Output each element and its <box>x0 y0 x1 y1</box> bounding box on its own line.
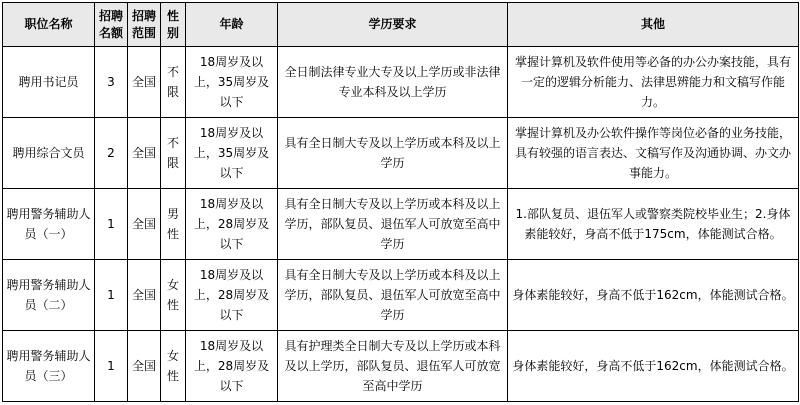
table-row <box>3 47 799 118</box>
table-row <box>3 260 799 331</box>
cell-age: 18周岁及以上，28周岁及以下 <box>186 331 278 402</box>
header-age: 年龄 <box>186 3 278 47</box>
cell-education: 具有全日制大专及以上学历或本科及以上学历，部队复员、退伍军人可放宽至高中学历 <box>278 260 508 331</box>
table-row <box>3 189 799 260</box>
cell-scope: 全国 <box>128 189 161 260</box>
cell-education: 具有全日制大专及以上学历或本科及以上学历 <box>278 118 508 189</box>
header-position: 职位名称 <box>3 3 95 47</box>
cell-gender: 不限 <box>161 118 186 189</box>
cell-scope: 全国 <box>128 260 161 331</box>
cell-gender: 男性 <box>161 189 186 260</box>
cell-age: 18周岁及以上，28周岁及以下 <box>186 260 278 331</box>
cell-gender: 女性 <box>161 260 186 331</box>
header-count: 招聘名额 <box>95 3 128 47</box>
header-scope: 招聘范围 <box>128 3 161 47</box>
cell-scope: 全国 <box>128 331 161 402</box>
cell-other: 1.部队复员、退伍军人或警察类院校毕业生；2.身体素能较好，身高不低于175cm，体能测试合格。 <box>508 189 799 260</box>
table-row <box>3 331 799 402</box>
table-header-row <box>3 3 799 47</box>
cell-scope: 全国 <box>128 47 161 118</box>
cell-position: 聘用综合文员 <box>3 118 95 189</box>
cell-other: 掌握计算机及办公软件操作等岗位必备的业务技能，具有较强的语言表达、文稿写作及沟通协调、办文办事能力。 <box>508 118 799 189</box>
cell-age: 18周岁及以上，35周岁及以下 <box>186 118 278 189</box>
cell-education: 全日制法律专业大专及以上学历或非法律专业本科及以上学历 <box>278 47 508 118</box>
cell-count: 1 <box>95 331 128 402</box>
cell-scope: 全国 <box>128 118 161 189</box>
cell-other: 掌握计算机及软件使用等必备的办公办案技能，具有一定的逻辑分析能力、法律思辨能力和文稿写作能力。 <box>508 47 799 118</box>
cell-age: 18周岁及以上，28周岁及以下 <box>186 189 278 260</box>
cell-age: 18周岁及以上，35周岁及以下 <box>186 47 278 118</box>
recruitment-table <box>2 2 799 402</box>
cell-gender: 不限 <box>161 47 186 118</box>
cell-position: 聘用警务辅助人员（一） <box>3 189 95 260</box>
header-other: 其他 <box>508 3 799 47</box>
header-education: 学历要求 <box>278 3 508 47</box>
cell-education: 具有护理类全日制大专及以上学历或本科及以上学历，部队复员、退伍军人可放宽至高中学历 <box>278 331 508 402</box>
cell-count: 3 <box>95 47 128 118</box>
cell-position: 聘用警务辅助人员（三） <box>3 331 95 402</box>
cell-count: 2 <box>95 118 128 189</box>
cell-gender: 女性 <box>161 331 186 402</box>
cell-position: 聘用警务辅助人员（二） <box>3 260 95 331</box>
cell-count: 1 <box>95 260 128 331</box>
cell-position: 聘用书记员 <box>3 47 95 118</box>
cell-other: 身体素能较好，身高不低于162cm，体能测试合格。 <box>508 331 799 402</box>
header-gender: 性别 <box>161 3 186 47</box>
cell-other: 身体素能较好，身高不低于162cm，体能测试合格。 <box>508 260 799 331</box>
table-row <box>3 118 799 189</box>
cell-education: 具有全日制大专及以上学历或本科及以上学历，部队复员、退伍军人可放宽至高中学历 <box>278 189 508 260</box>
cell-count: 1 <box>95 189 128 260</box>
